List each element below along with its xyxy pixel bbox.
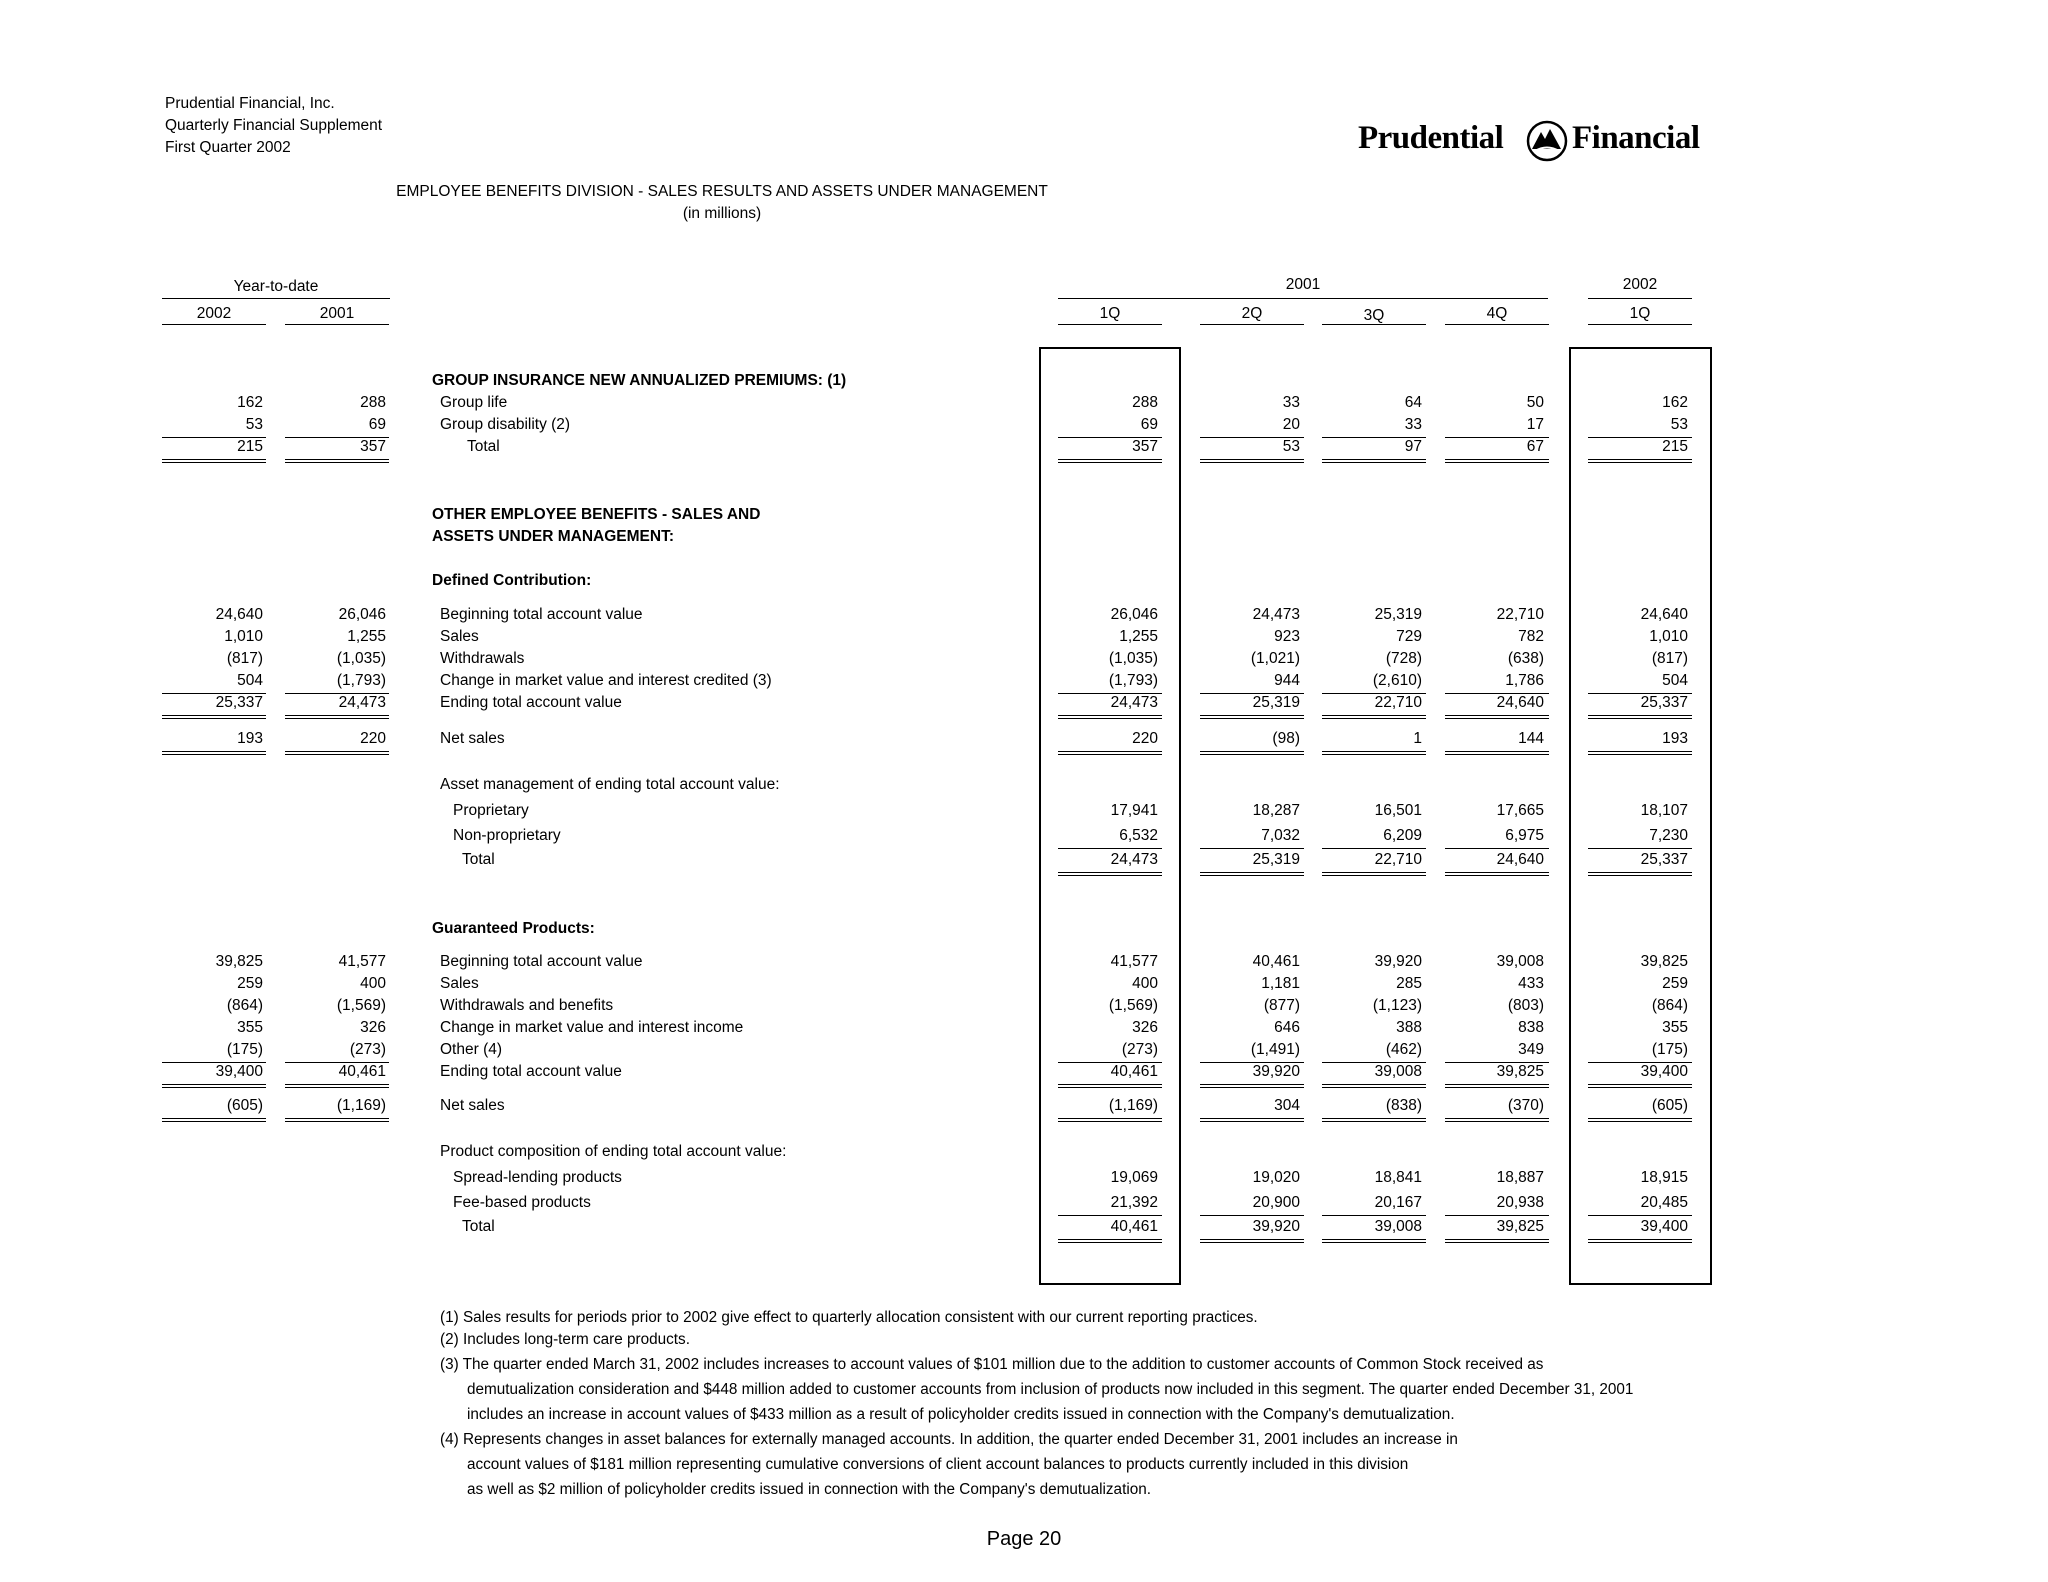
- prudential-logo: [1358, 120, 1698, 170]
- table-cell: 19,069: [1110, 1169, 1158, 1186]
- ytd-group-header: Year-to-date: [233, 278, 319, 295]
- double-rule: [285, 459, 389, 463]
- logo-text-left: Prudential: [1358, 120, 1504, 156]
- row-label: Non-proprietary: [453, 827, 561, 844]
- row-label: Spread-lending products: [453, 1169, 622, 1186]
- table-cell: 782: [1518, 628, 1544, 645]
- table-cell: 24,473: [338, 694, 386, 711]
- table-cell: 39,008: [1496, 953, 1544, 970]
- row-label: Change in market value and interest credited (3): [440, 672, 772, 689]
- double-rule: [1445, 872, 1549, 876]
- table-cell: 193: [1662, 730, 1688, 747]
- table-cell: 1,786: [1505, 672, 1544, 689]
- footnote: demutualization consideration and $448 million added to customer accounts from inclusion of products now included in this segment. The quarter ended December 31, 2001: [467, 1381, 1634, 1398]
- table-cell: (877): [1263, 997, 1300, 1014]
- double-rule: [1200, 715, 1304, 719]
- table-cell: 53: [1282, 438, 1300, 455]
- table-cell: 838: [1518, 1019, 1544, 1036]
- table-cell: 944: [1274, 672, 1300, 689]
- single-rule: [1588, 1215, 1692, 1216]
- table-cell: 215: [1662, 438, 1688, 455]
- table-cell: 215: [237, 438, 263, 455]
- double-rule: [1322, 1118, 1426, 1122]
- table-cell: 39,920: [1252, 1218, 1300, 1235]
- year-2001-header: 2001: [1285, 276, 1321, 293]
- table-cell: 18,887: [1496, 1169, 1544, 1186]
- table-cell: 67: [1526, 438, 1544, 455]
- table-cell: 33: [1404, 416, 1422, 433]
- table-cell: 69: [1140, 416, 1158, 433]
- table-cell: (273): [349, 1041, 386, 1058]
- table-cell: 25,337: [215, 694, 263, 711]
- table-cell: 39,825: [1496, 1218, 1544, 1235]
- table-cell: 400: [1132, 975, 1158, 992]
- table-cell: 26,046: [338, 606, 386, 623]
- footnote: (4) Represents changes in asset balances for externally managed accounts. In addition, the quarter ended December 31, 2001 includes an increase in: [440, 1431, 1458, 1448]
- row-label: Other (4): [440, 1041, 503, 1058]
- table-cell: 24,473: [1110, 851, 1158, 868]
- table-cell: (817): [226, 650, 263, 667]
- ytd-2002-header: 2002: [196, 305, 232, 322]
- table-cell: 162: [237, 394, 263, 411]
- table-cell: 1,181: [1261, 975, 1300, 992]
- table-cell: (605): [1651, 1097, 1688, 1114]
- row-label: Net sales: [440, 1097, 505, 1114]
- table-cell: (2,610): [1372, 672, 1422, 689]
- double-rule: [1200, 1118, 1304, 1122]
- section-heading: OTHER EMPLOYEE BENEFITS - SALES AND: [432, 506, 761, 523]
- table-cell: 33: [1282, 394, 1300, 411]
- double-rule: [1058, 1239, 1162, 1243]
- table-cell: 433: [1518, 975, 1544, 992]
- table-cell: 25,337: [1640, 851, 1688, 868]
- table-cell: (864): [226, 997, 263, 1014]
- table-cell: 6,975: [1505, 827, 1544, 844]
- table-cell: 220: [360, 730, 386, 747]
- subsection-heading: Asset management of ending total account value:: [440, 776, 780, 793]
- double-rule: [1322, 715, 1426, 719]
- table-cell: 20,485: [1640, 1194, 1688, 1211]
- table-cell: 20,938: [1496, 1194, 1544, 1211]
- single-rule: [1322, 848, 1426, 849]
- table-cell: (605): [226, 1097, 263, 1114]
- double-rule: [1200, 459, 1304, 463]
- double-rule: [1588, 459, 1692, 463]
- double-rule: [1058, 1118, 1162, 1122]
- double-rule: [1322, 1239, 1426, 1243]
- table-cell: 16,501: [1374, 802, 1422, 819]
- period-label: First Quarter 2002: [165, 139, 291, 156]
- quarter-header: 4Q: [1486, 305, 1508, 322]
- quarter-header: 3Q: [1363, 307, 1385, 324]
- table-cell: 349: [1518, 1041, 1544, 1058]
- table-cell: 18,287: [1252, 802, 1300, 819]
- table-cell: 39,400: [1640, 1218, 1688, 1235]
- row-label: Total: [462, 851, 495, 868]
- table-cell: 25,319: [1252, 694, 1300, 711]
- footnote: account values of $181 million representing cumulative conversions of client account balances to products currently included in this division: [467, 1456, 1409, 1473]
- table-cell: (1,021): [1250, 650, 1300, 667]
- table-cell: (175): [226, 1041, 263, 1058]
- table-cell: 39,825: [215, 953, 263, 970]
- double-rule: [1445, 459, 1549, 463]
- table-cell: (175): [1651, 1041, 1688, 1058]
- row-label: Total: [462, 1218, 495, 1235]
- double-rule: [1588, 751, 1692, 755]
- double-rule: [162, 751, 266, 755]
- double-rule: [1588, 872, 1692, 876]
- row-label: Ending total account value: [440, 1063, 622, 1080]
- logo-text-right: Financial: [1572, 120, 1700, 156]
- table-cell: 18,107: [1640, 802, 1688, 819]
- table-cell: 162: [1662, 394, 1688, 411]
- table-cell: 20: [1282, 416, 1300, 433]
- table-cell: 1,255: [1119, 628, 1158, 645]
- table-cell: 25,337: [1640, 694, 1688, 711]
- company-name: Prudential Financial, Inc.: [165, 95, 335, 112]
- row-label: Sales: [440, 628, 479, 645]
- row-label: Change in market value and interest income: [440, 1019, 744, 1036]
- table-cell: 24,473: [1252, 606, 1300, 623]
- footnote: includes an increase in account values of $433 million as a result of policyholder credits issued in connection with the Company's demutualization.: [467, 1406, 1455, 1423]
- double-rule: [1588, 1239, 1692, 1243]
- double-rule: [1322, 872, 1426, 876]
- table-cell: 53: [245, 416, 263, 433]
- table-cell: 39,920: [1374, 953, 1422, 970]
- table-cell: 39,008: [1374, 1063, 1422, 1080]
- table-cell: 50: [1526, 394, 1544, 411]
- double-rule: [1445, 715, 1549, 719]
- table-cell: 20,167: [1374, 1194, 1422, 1211]
- table-cell: 39,825: [1496, 1063, 1544, 1080]
- year-2002-header: 2002: [1622, 276, 1658, 293]
- row-label: Beginning total account value: [440, 953, 643, 970]
- row-label: Group disability (2): [440, 416, 571, 433]
- table-cell: (638): [1507, 650, 1544, 667]
- footnote: (2) Includes long-term care products.: [440, 1331, 690, 1348]
- table-cell: 69: [368, 416, 386, 433]
- quarter-header: 2Q: [1241, 305, 1263, 322]
- document-name: Quarterly Financial Supplement: [165, 117, 383, 134]
- table-cell: 24,640: [1640, 606, 1688, 623]
- rock-icon: [1526, 120, 1568, 162]
- table-cell: 19,020: [1252, 1169, 1300, 1186]
- single-rule: [1200, 848, 1304, 849]
- footnote: (1) Sales results for periods prior to 2002 give effect to quarterly allocation consistent with our current reporting practices.: [440, 1309, 1258, 1326]
- row-label: Fee-based products: [453, 1194, 591, 1211]
- footnote: (3) The quarter ended March 31, 2002 includes increases to account values of $101 million due to the addition to customer accounts of Common Stock received as: [440, 1356, 1544, 1373]
- double-rule: [1058, 1084, 1162, 1088]
- table-cell: 1,010: [224, 628, 263, 645]
- double-rule: [162, 459, 266, 463]
- row-label: Withdrawals: [440, 650, 525, 667]
- double-rule: [285, 715, 389, 719]
- table-cell: 64: [1404, 394, 1422, 411]
- table-cell: 18,915: [1640, 1169, 1688, 1186]
- table-cell: (98): [1272, 730, 1300, 747]
- row-label: Net sales: [440, 730, 505, 747]
- table-cell: (273): [1121, 1041, 1158, 1058]
- double-rule: [162, 715, 266, 719]
- single-rule: [1588, 848, 1692, 849]
- table-cell: 53: [1670, 416, 1688, 433]
- ytd-2001-header: 2001: [319, 305, 355, 322]
- table-cell: 22,710: [1374, 851, 1422, 868]
- table-cell: (370): [1507, 1097, 1544, 1114]
- double-rule: [1058, 459, 1162, 463]
- table-cell: 923: [1274, 628, 1300, 645]
- single-rule: [1058, 1215, 1162, 1216]
- page-title: EMPLOYEE BENEFITS DIVISION - SALES RESULTS AND ASSETS UNDER MANAGEMENT: [396, 183, 1048, 200]
- table-cell: (462): [1385, 1041, 1422, 1058]
- table-cell: 729: [1396, 628, 1422, 645]
- table-cell: 259: [1662, 975, 1688, 992]
- single-rule: [1200, 1215, 1304, 1216]
- table-cell: (1,491): [1250, 1041, 1300, 1058]
- table-cell: 21,392: [1110, 1194, 1158, 1211]
- table-cell: 355: [237, 1019, 263, 1036]
- table-cell: (1,035): [336, 650, 386, 667]
- table-cell: 18,841: [1374, 1169, 1422, 1186]
- table-cell: (1,569): [336, 997, 386, 1014]
- table-cell: 39,920: [1252, 1063, 1300, 1080]
- table-cell: (817): [1651, 650, 1688, 667]
- table-cell: 39,008: [1374, 1218, 1422, 1235]
- row-label: Beginning total account value: [440, 606, 643, 623]
- table-cell: 39,400: [215, 1063, 263, 1080]
- table-cell: 39,400: [1640, 1063, 1688, 1080]
- page-number: Page 20: [986, 1528, 1062, 1550]
- table-cell: 6,532: [1119, 827, 1158, 844]
- double-rule: [1200, 751, 1304, 755]
- table-cell: 22,710: [1496, 606, 1544, 623]
- table-cell: 39,825: [1640, 953, 1688, 970]
- double-rule: [1445, 1239, 1549, 1243]
- table-cell: 41,577: [1110, 953, 1158, 970]
- table-cell: 1,255: [347, 628, 386, 645]
- table-cell: 24,473: [1110, 694, 1158, 711]
- table-cell: (838): [1385, 1097, 1422, 1114]
- double-rule: [1200, 872, 1304, 876]
- row-label: Withdrawals and benefits: [440, 997, 614, 1014]
- table-cell: 7,230: [1649, 827, 1688, 844]
- table-cell: 326: [360, 1019, 386, 1036]
- table-cell: 193: [237, 730, 263, 747]
- table-cell: 26,046: [1110, 606, 1158, 623]
- row-label: Group life: [440, 394, 508, 411]
- table-cell: (803): [1507, 997, 1544, 1014]
- table-cell: 357: [1132, 438, 1158, 455]
- double-rule: [285, 1084, 389, 1088]
- table-cell: 400: [360, 975, 386, 992]
- table-cell: 40,461: [1110, 1218, 1158, 1235]
- table-cell: 259: [237, 975, 263, 992]
- table-cell: 1,010: [1649, 628, 1688, 645]
- subsection-heading: Product composition of ending total account value:: [440, 1143, 787, 1160]
- table-cell: 304: [1274, 1097, 1300, 1114]
- subsection-heading: Defined Contribution:: [432, 572, 592, 589]
- subsection-heading: Guaranteed Products:: [432, 920, 595, 937]
- table-cell: 40,461: [1252, 953, 1300, 970]
- table-cell: 220: [1132, 730, 1158, 747]
- table-cell: (1,793): [1108, 672, 1158, 689]
- table-cell: 144: [1518, 730, 1544, 747]
- table-cell: 40,461: [338, 1063, 386, 1080]
- double-rule: [1200, 1084, 1304, 1088]
- table-cell: (1,793): [336, 672, 386, 689]
- table-cell: 17: [1526, 416, 1544, 433]
- double-rule: [1200, 1239, 1304, 1243]
- page-subtitle: (in millions): [682, 205, 762, 222]
- row-label: Proprietary: [453, 802, 529, 819]
- table-cell: 504: [237, 672, 263, 689]
- single-rule: [1322, 1215, 1426, 1216]
- table-cell: (864): [1651, 997, 1688, 1014]
- section-heading: GROUP INSURANCE NEW ANNUALIZED PREMIUMS: (1): [432, 372, 847, 389]
- table-cell: (728): [1385, 650, 1422, 667]
- double-rule: [1588, 715, 1692, 719]
- table-cell: 24,640: [1496, 851, 1544, 868]
- table-cell: (1,035): [1108, 650, 1158, 667]
- double-rule: [1588, 1084, 1692, 1088]
- table-cell: 504: [1662, 672, 1688, 689]
- table-cell: 7,032: [1261, 827, 1300, 844]
- double-rule: [1445, 1084, 1549, 1088]
- table-cell: 1: [1413, 730, 1422, 747]
- quarter-header: 1Q: [1629, 305, 1651, 322]
- table-cell: 285: [1396, 975, 1422, 992]
- double-rule: [1322, 1084, 1426, 1088]
- double-rule: [1445, 751, 1549, 755]
- double-rule: [1322, 751, 1426, 755]
- table-cell: 357: [360, 438, 386, 455]
- footnote: as well as $2 million of policyholder credits issued in connection with the Company's demutualization.: [467, 1481, 1151, 1498]
- double-rule: [285, 1118, 389, 1122]
- table-cell: 24,640: [215, 606, 263, 623]
- double-rule: [1058, 872, 1162, 876]
- single-rule: [1058, 848, 1162, 849]
- table-cell: 40,461: [1110, 1063, 1158, 1080]
- table-cell: (1,169): [336, 1097, 386, 1114]
- table-cell: 17,941: [1110, 802, 1158, 819]
- table-cell: (1,569): [1108, 997, 1158, 1014]
- single-rule: [1445, 848, 1549, 849]
- double-rule: [1445, 1118, 1549, 1122]
- table-cell: 41,577: [338, 953, 386, 970]
- table-cell: 24,640: [1496, 694, 1544, 711]
- table-cell: 6,209: [1383, 827, 1422, 844]
- quarter-header: 1Q: [1099, 305, 1121, 322]
- double-rule: [1322, 459, 1426, 463]
- table-cell: 25,319: [1374, 606, 1422, 623]
- table-cell: 355: [1662, 1019, 1688, 1036]
- double-rule: [162, 1118, 266, 1122]
- table-cell: 288: [360, 394, 386, 411]
- table-cell: 646: [1274, 1019, 1300, 1036]
- single-rule: [1445, 1215, 1549, 1216]
- table-cell: (1,169): [1108, 1097, 1158, 1114]
- double-rule: [1058, 751, 1162, 755]
- table-cell: 17,665: [1496, 802, 1544, 819]
- table-cell: 326: [1132, 1019, 1158, 1036]
- table-cell: (1,123): [1372, 997, 1422, 1014]
- double-rule: [162, 1084, 266, 1088]
- double-rule: [285, 751, 389, 755]
- row-label: Sales: [440, 975, 479, 992]
- table-cell: 20,900: [1252, 1194, 1300, 1211]
- double-rule: [1588, 1118, 1692, 1122]
- table-cell: 97: [1404, 438, 1422, 455]
- row-label: Ending total account value: [440, 694, 622, 711]
- table-cell: 25,319: [1252, 851, 1300, 868]
- table-cell: 288: [1132, 394, 1158, 411]
- double-rule: [1058, 715, 1162, 719]
- row-label: Total: [467, 438, 500, 455]
- table-cell: 22,710: [1374, 694, 1422, 711]
- section-heading: ASSETS UNDER MANAGEMENT:: [432, 528, 674, 545]
- table-cell: 388: [1396, 1019, 1422, 1036]
